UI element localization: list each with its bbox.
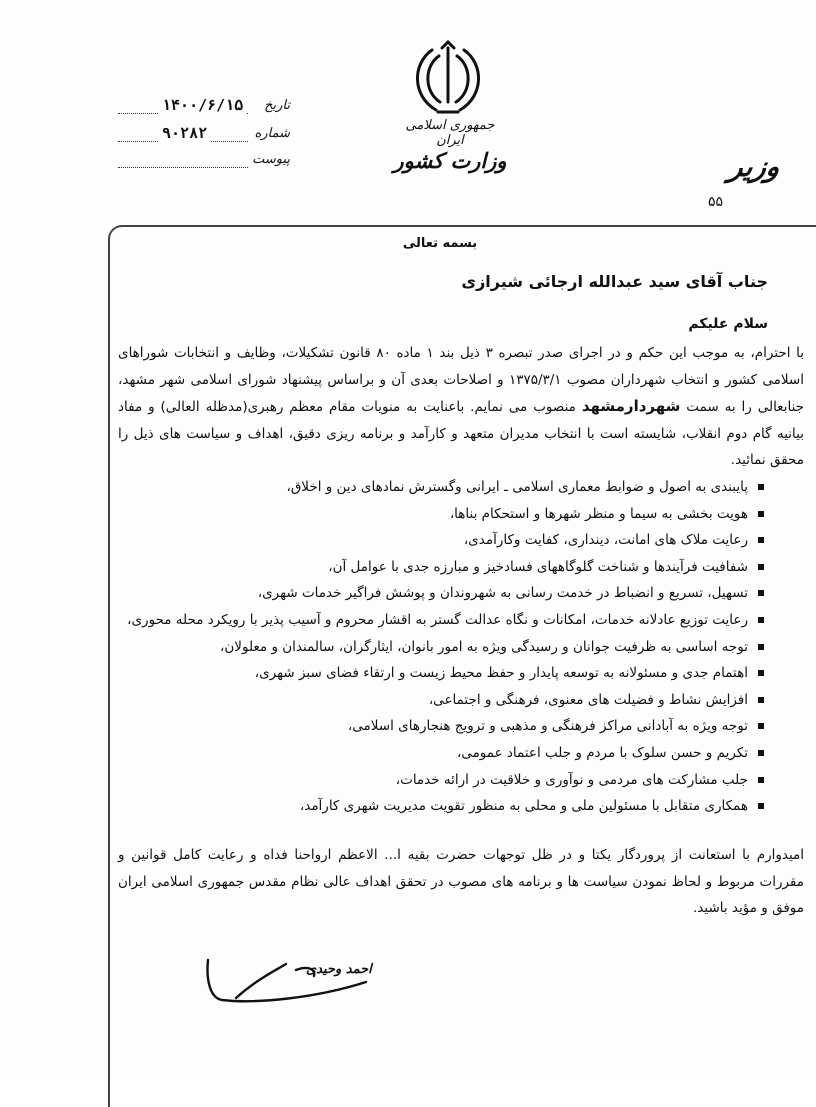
list-item: تکریم و حسن سلوک با مردم و جلب اعتماد عمومی، <box>76 740 766 767</box>
list-item: رعایت ملاک های امانت، دینداری، کفایت وکارآمدی، <box>76 527 766 554</box>
signatory-name: احمد وحیدی <box>306 962 372 977</box>
body-text-end: منصوب می نمایم. باعنایت به منویات مقام معظم رهبری(مدظله العالی) و مفاد بیانیه گام دوم انقلاب، شایسته است با انتخاب مدیران متعهد و کارآمد و برنامه ریزی دقیق، اهداف و سیاست های ذیل را محقق نمائید. <box>118 399 804 468</box>
list-item: تسهیل، تسریع و انضباط در خدمت رسانی به شهروندان و پوشش فراگیر خدمات شهری، <box>76 580 766 607</box>
date-value: ۱۴۰۰/۶/۱۵ <box>158 96 247 114</box>
list-item: جلب مشارکت های مردمی و نوآوری و خلاقیت در ارائه خدمات، <box>76 767 766 794</box>
number-value: ۹۰۲۸۲ <box>158 124 211 142</box>
greeting: سلام علیکم <box>688 316 768 332</box>
list-item: شفافیت فرآیندها و شناخت گلوگاههای فسادخیز و مبارزه جدی با عوامل آن، <box>76 554 766 581</box>
bismillah: بسمه تعالی <box>402 236 478 251</box>
attachment-field <box>118 150 298 172</box>
date-label: تاریخ <box>264 98 290 113</box>
number-field <box>118 124 298 146</box>
page-mark: ۵۵ <box>708 194 724 210</box>
list-item: توجه اساسی به ظرفیت جوانان و رسیدگی ویژه به امور بانوان، ایثارگران، سالمندان و معلولان، <box>76 634 766 661</box>
policy-list <box>76 474 766 820</box>
attachment-label: پیوست <box>252 152 290 167</box>
minister-title: وزیر <box>726 150 783 183</box>
list-item: توجه ویژه به آبادانی مراکز فرهنگی و مذهبی و ترویج هنجارهای اسلامی، <box>76 713 766 740</box>
ministry-title: وزارت کشور <box>393 148 507 173</box>
number-label: شماره <box>254 126 290 141</box>
list-item: رعایت توزیع عادلانه خدمات، امکانات و نگاه عدالت گستر به اقشار محروم و آسیب پذیر با رویکرد محله محوری، <box>76 607 766 634</box>
list-item: پایبندی به اصول و ضوابط معماری اسلامی ـ ایرانی وگسترش نمادهای دین و اخلاق، <box>76 474 766 501</box>
list-item: هویت بخشی به سیما و منظر شهرها و استحکام بناها، <box>76 501 766 528</box>
list-item: همکاری متقابل با مسئولین ملی و محلی به منظور تقویت مدیریت شهری کارآمد، <box>76 793 766 820</box>
appointed-position: شهردارمشهد <box>581 397 681 415</box>
body-text-start: با احترام، به موجب این حکم و در اجرای صدر تبصره ۳ ذیل بند ۱ ماده ۸۰ قانون تشکیلات، وظایف و انتخابات شوراهای اسلامی کشور و انتخاب شهرداران مصوب ۱۳۷۵/۳/۱ و اصلاحات بعدی آن و براساس پیشنهاد شورای اسلامی شهر مشهد، جنابعالی را به سمت <box>118 345 804 415</box>
date-field <box>118 96 298 118</box>
republic-title: جمهوری اسلامی ایران <box>405 118 495 148</box>
closing-paragraph: امیدوارم با استعانت از پروردگار یکتا و در ظل توجهات حضرت بقیه ا... الاعظم ارواحنا فداه و رعایت کامل قوانین و مقررات مربوط و لحاظ نمودن سیاست ها و برنامه های مصوب در تحقق اهداف عالی نظام مقدس جمهوری اسلامی ایران موفق و مؤید باشید. <box>118 847 804 916</box>
attachment-line <box>118 167 248 168</box>
list-item: اهتمام جدی و مسئولانه به توسعه پایدار و حفظ محیط زیست و ارتقاء فضای سبز شهری، <box>76 660 766 687</box>
letter-body <box>118 340 804 474</box>
recipient: جناب آقای سید عبدالله ارجائی شیرازی <box>461 272 768 291</box>
signature-icon <box>196 940 376 1020</box>
iran-emblem-icon <box>408 40 488 120</box>
list-item: افزایش نشاط و فضیلت های معنوی، فرهنگی و اجتماعی، <box>76 687 766 714</box>
